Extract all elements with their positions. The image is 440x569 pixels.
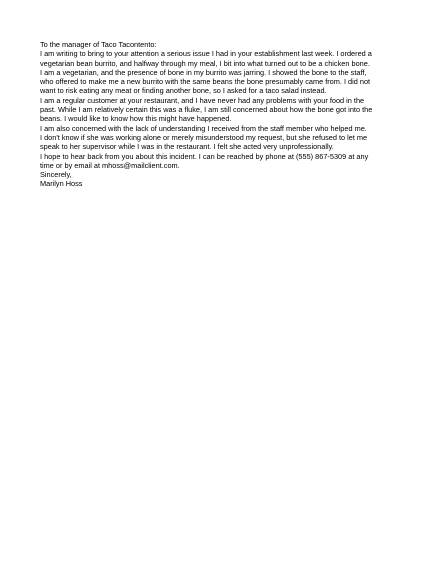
paragraph-1 xyxy=(40,49,410,68)
paragraph-line: I don't know if she was working alone or merely misunderstood my request, but she refused to let me xyxy=(40,132,368,142)
paragraph-line: I am writing to bring to your attention a serious issue I had in your establishment last week. I ordered a xyxy=(40,49,372,59)
paragraph-line: who offered to make me a new burrito with the same beans the bone presumably came from. I did not xyxy=(40,77,371,87)
signature-name: Marilyn Hoss xyxy=(40,179,83,189)
paragraph-line: past. While I am relatively certain this was a fluke, I am still concerned about how the bone got into the xyxy=(40,105,373,115)
paragraph-line: vegetarian bean burrito, and halfway through my meal, I bit into what turned out to be a chicken bone. xyxy=(40,58,370,68)
paragraph-line: want to risk eating any meat or finding another bone, so I asked for a taco salad instead. xyxy=(40,86,327,96)
paragraph-line: speak to her supervisor while I was in the restaurant. I felt she acted very unprofessionally. xyxy=(40,142,334,152)
paragraph-4 xyxy=(40,124,410,152)
letter-page xyxy=(40,40,410,189)
paragraph-line: I hope to hear back from you about this incident. I can be reached by phone at (555) 867-5309 at any xyxy=(40,151,369,161)
paragraph-line: I am also concerned with the lack of understanding I received from the staff member who helped me. xyxy=(40,123,367,133)
paragraph-5 xyxy=(40,152,410,171)
paragraph-line: time or by email at mhoss@mailclient.com. xyxy=(40,160,180,170)
paragraph-line: I am a regular customer at your restaurant, and I have never had any problems with your food in the xyxy=(40,95,365,105)
paragraph-3 xyxy=(40,96,410,124)
closing: Sincerely, xyxy=(40,170,72,180)
paragraph-line: beans. I would like to know how this might have happened. xyxy=(40,114,232,124)
paragraph-2 xyxy=(40,68,410,96)
salutation: To the manager of Taco Tacontento: xyxy=(40,40,157,49)
paragraph-line: I am a vegetarian, and the presence of bone in my burrito was jarring. I showed the bone to the staff, xyxy=(40,67,367,77)
